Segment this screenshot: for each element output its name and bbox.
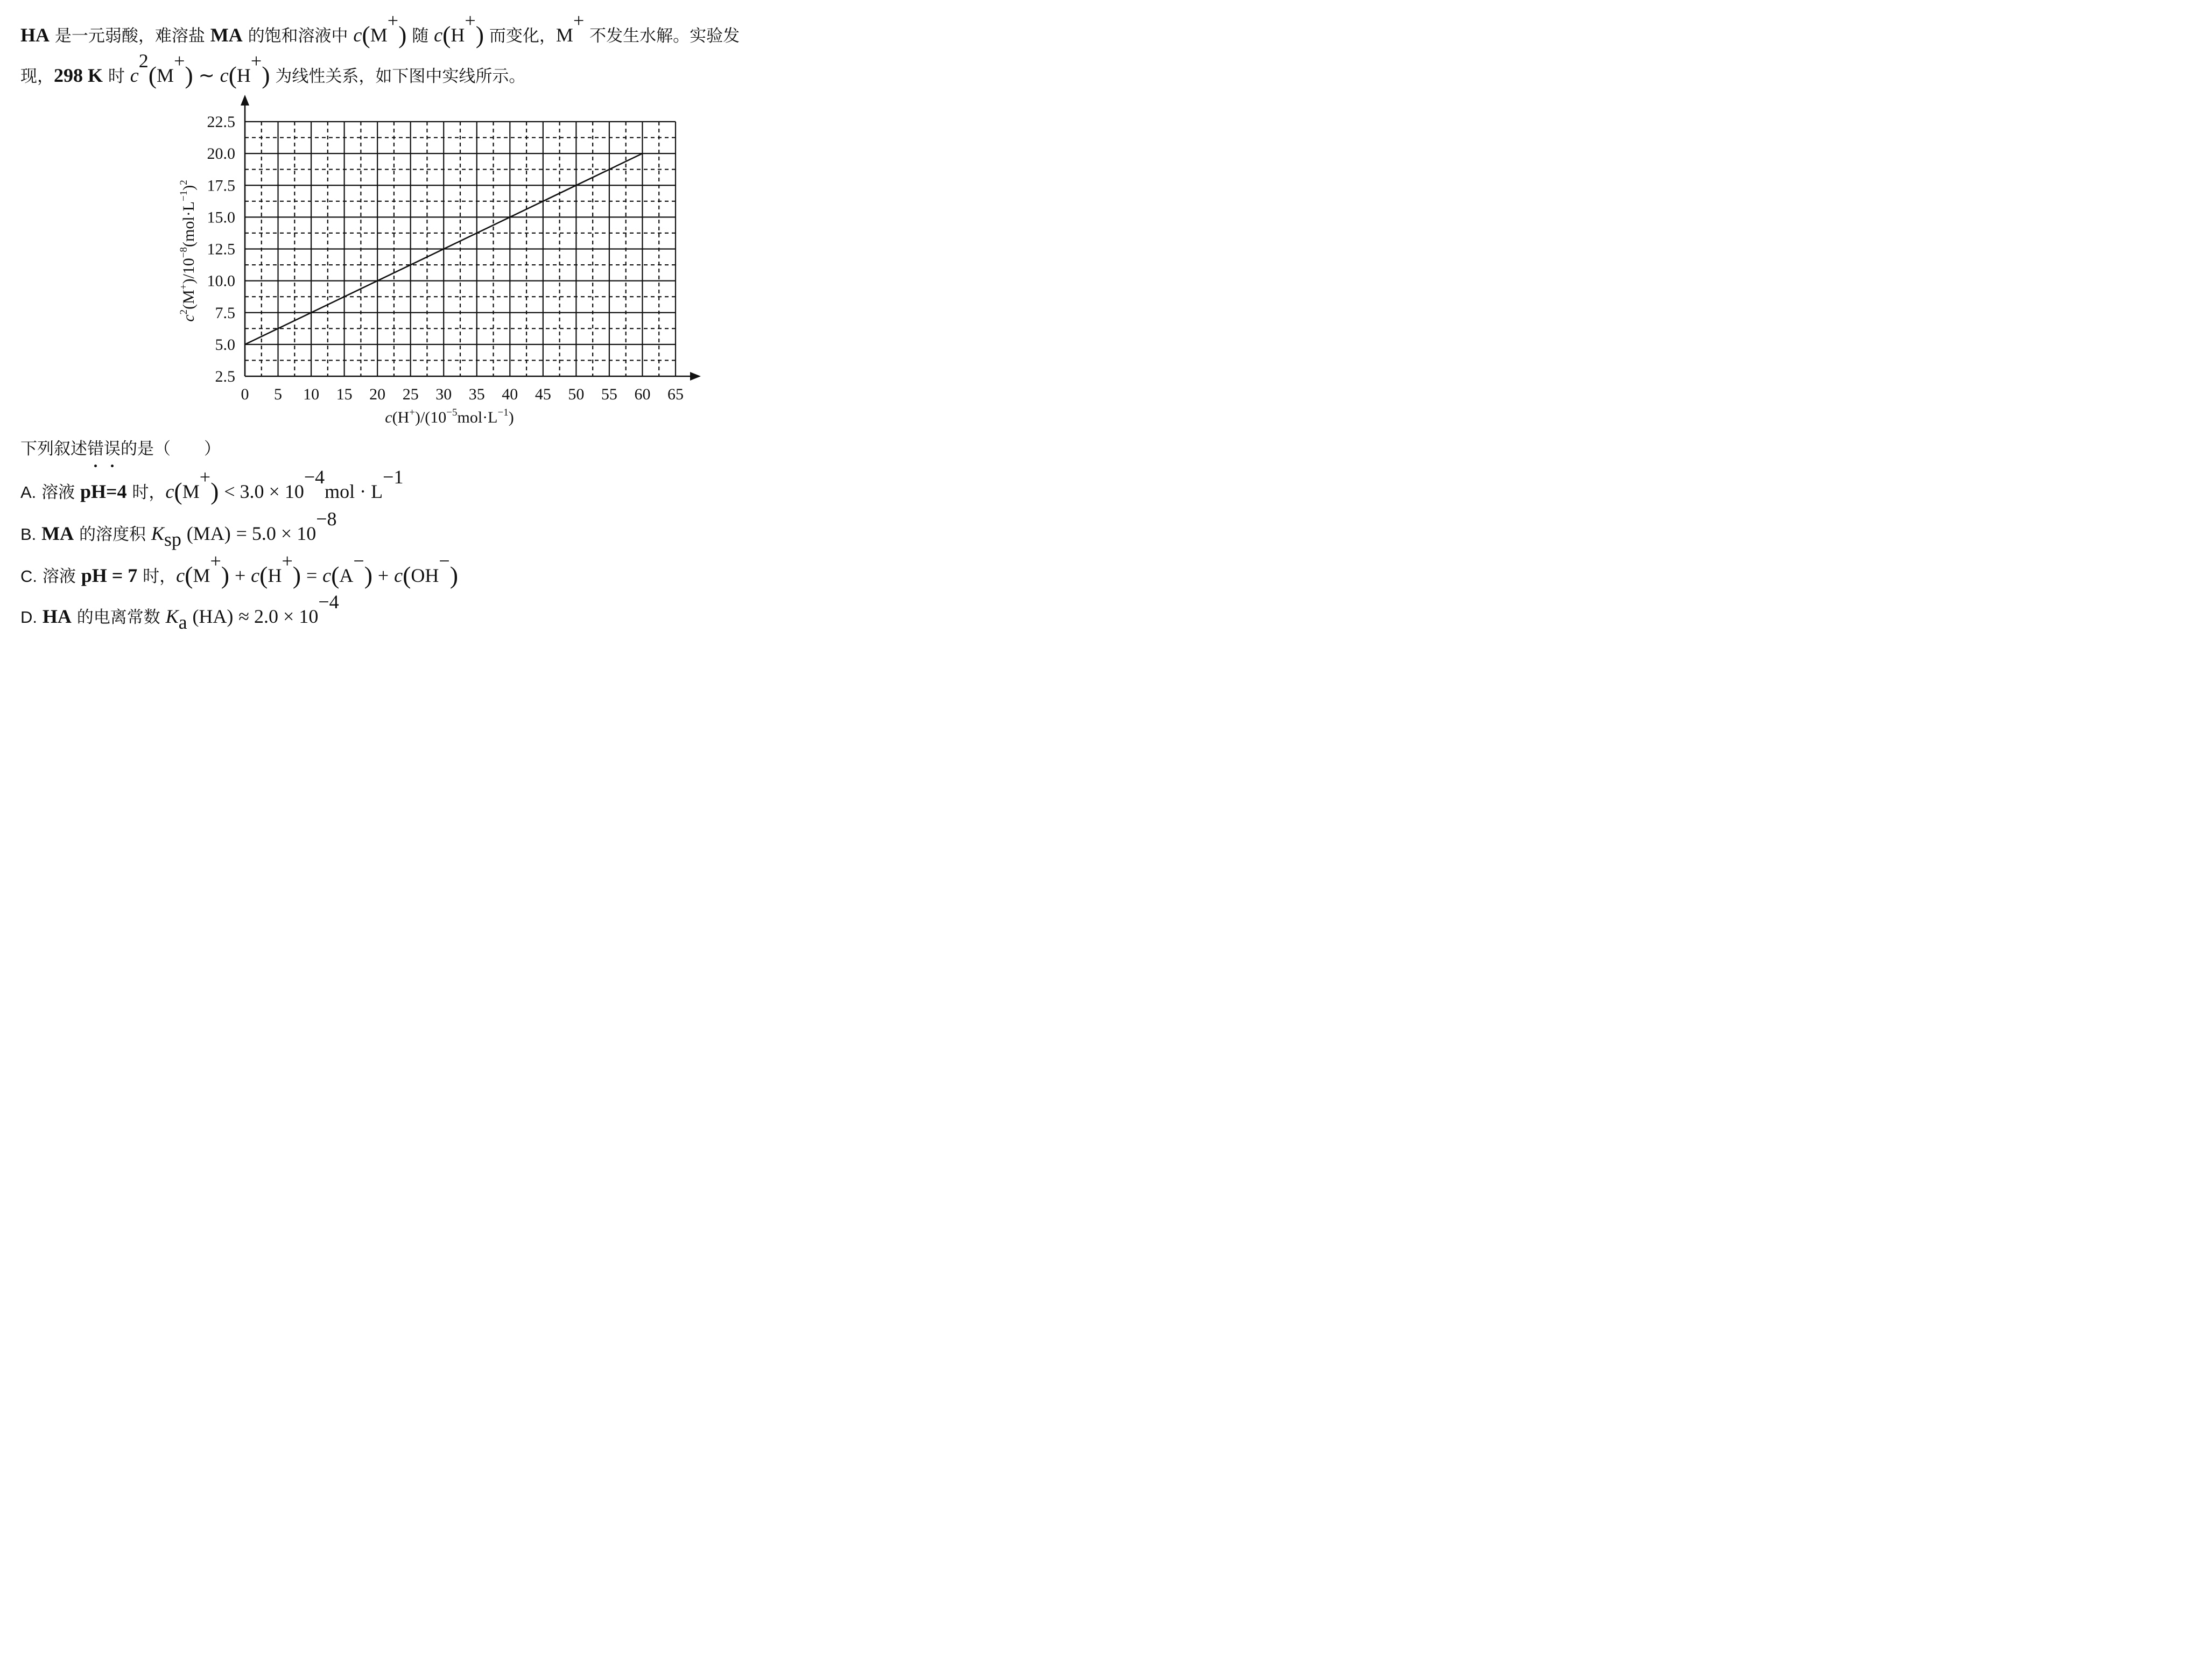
salt-ma: MA: [210, 24, 243, 46]
x-tick-label: 45: [535, 385, 551, 403]
option-text: 溶液: [41, 483, 75, 502]
ion-m: M: [182, 481, 200, 502]
k-symbol: K: [151, 523, 164, 544]
y-axis-label-c: c: [180, 314, 198, 322]
y-tick-label: 22.5: [207, 113, 235, 131]
charge: −: [353, 550, 364, 572]
x-axis-label-c: c: [385, 409, 392, 426]
charge: +: [387, 10, 399, 31]
x-axis-label-sup: −1: [497, 407, 509, 418]
x-tick-label: 65: [667, 385, 684, 403]
y-tick-label: 2.5: [215, 368, 235, 385]
chart: [0, 0, 840, 431]
question-line-2: 现，298 K 时 $c^2(M^+)$ ∼ c(H+) 为线性关系，如下图中实线所示。: [20, 50, 526, 89]
stem-text: 时: [108, 67, 125, 86]
conc-symbol: c: [394, 565, 403, 586]
question-page: [0, 0, 840, 645]
ion-m: M: [157, 65, 174, 86]
option-d[interactable]: [20, 591, 339, 633]
square-exponent: 2: [138, 50, 149, 72]
y-axis-label-text: )/10: [180, 258, 198, 284]
ph-value: pH = 7: [81, 565, 138, 586]
x-tick-label: 10: [303, 385, 320, 403]
conc-symbol: c: [220, 65, 229, 86]
x-tick-label: 0: [241, 385, 249, 403]
question-line-1: HA 是一元弱酸，难溶盐 MA 的饱和溶液中 c(M+) 随 c(H+) 而变化，M+ 不发生水解。实验发: [20, 10, 740, 48]
emphasis-char: 错: [87, 437, 104, 461]
plus-sign: +: [234, 565, 246, 586]
y-axis-label-text: (M: [180, 290, 198, 310]
x-tick-label: 30: [435, 385, 452, 403]
plus-sign: +: [377, 565, 389, 586]
exponent: −4: [304, 466, 325, 488]
option-text: 时，: [143, 567, 177, 586]
y-axis-label-sup: 2: [178, 180, 189, 185]
ion-h: H: [236, 65, 251, 86]
x-axis-label-sup: +: [409, 407, 415, 418]
charge: +: [573, 10, 585, 31]
x-axis-label-text: ): [508, 409, 514, 426]
charge: +: [250, 50, 262, 72]
charge: +: [199, 466, 211, 488]
charge: +: [210, 550, 221, 572]
x-tick-label: 50: [568, 385, 585, 403]
option-label: D.: [20, 608, 37, 627]
y-axis-label-sup: 2: [178, 309, 189, 315]
conc-symbol: c: [176, 565, 185, 586]
exponent: −8: [316, 508, 337, 530]
y-axis-label-text: ): [180, 185, 198, 191]
stem-text: 而变化，: [489, 26, 556, 46]
prompt-text: 的是（ ）: [121, 439, 221, 459]
y-axis-arrow-icon: [241, 95, 249, 106]
y-tick-label: 5.0: [215, 335, 235, 354]
y-tick-label: 17.5: [207, 177, 235, 195]
prompt-text: 下列叙述: [20, 439, 87, 459]
x-axis-label-text: )/(10: [414, 409, 447, 426]
stem-text: 随: [412, 26, 429, 46]
acid-ha: HA: [42, 606, 72, 627]
ion-m: M: [193, 565, 210, 586]
option-math: = 5.0 × 10: [236, 523, 317, 544]
stem-text: 是一元弱酸，难溶盐: [54, 26, 205, 46]
charge: +: [174, 50, 185, 72]
option-math: (MA): [186, 523, 231, 544]
ion-a: A: [339, 565, 354, 586]
y-axis-label-sup: +: [178, 284, 189, 290]
stem-text: 的饱和溶液中: [248, 26, 348, 46]
exponent: −4: [318, 591, 339, 613]
ph-value: pH=4: [80, 481, 127, 502]
y-axis-label-text: (mol·L: [180, 201, 198, 247]
exponent: −1: [383, 466, 404, 488]
x-axis-label-sup: −5: [446, 407, 458, 418]
option-label: A.: [20, 483, 37, 502]
option-c[interactable]: C. 溶液 pH = 7 时，c(M+) + c(H+) = c(A−) + c(OH−): [20, 550, 459, 589]
option-label: C.: [20, 567, 37, 586]
x-tick-label: 5: [274, 385, 283, 403]
acid-ha: HA: [20, 24, 50, 46]
option-math: ≈ 2.0 × 10: [238, 606, 319, 627]
salt-ma: MA: [41, 523, 74, 544]
conc-symbol: c: [434, 24, 443, 46]
k-symbol: K: [165, 606, 179, 627]
x-tick-label: 40: [502, 385, 518, 403]
y-tick-label: 7.5: [215, 304, 235, 322]
k-subscript: a: [178, 611, 187, 633]
option-text: 溶液: [42, 567, 76, 586]
x-tick-label: 60: [634, 385, 651, 403]
conc-symbol: c: [322, 565, 332, 586]
x-axis-label-text: mol·L: [457, 409, 498, 426]
unit: mol · L: [325, 481, 383, 502]
stem-text: 不发生水解。实验发: [589, 26, 740, 46]
x-axis-arrow-icon: [690, 372, 701, 381]
option-text: 的电离常数: [76, 608, 160, 627]
temperature: 298 K: [54, 65, 103, 86]
option-text: 时，: [132, 483, 166, 502]
stem-text: 为线性关系，如下图中实线所示。: [275, 67, 526, 86]
y-tick-label: 20.0: [207, 145, 235, 163]
ion-m: M: [555, 24, 573, 46]
charge: +: [465, 10, 476, 31]
ion-h: H: [268, 565, 282, 586]
ion-oh: OH: [411, 565, 439, 586]
emphasis-char: 误: [104, 437, 121, 461]
charge: −: [439, 550, 450, 572]
option-a[interactable]: A. 溶液 pH=4 时，$c(M^+) < 3.0 \times 10^{-4}mol \cdot L^{-1}$: [20, 466, 404, 505]
option-math: < 3.0 × 10: [224, 481, 304, 502]
stem-text: 现，: [20, 67, 54, 86]
x-axis-label-text: (H: [392, 409, 410, 426]
option-label: B.: [20, 525, 37, 544]
x-tick-label: 35: [468, 385, 485, 403]
equals-sign: =: [306, 565, 318, 586]
conc-symbol: c: [353, 24, 362, 46]
x-tick-label: 15: [336, 385, 353, 403]
x-tick-label: 25: [402, 385, 419, 403]
y-axis-label-sup: −1: [178, 190, 189, 201]
y-tick-label: 10.0: [207, 272, 235, 290]
option-text: 的溶度积: [79, 525, 146, 544]
option-math: (HA): [192, 606, 234, 627]
ion-h: H: [451, 24, 465, 46]
x-tick-label: 55: [601, 385, 617, 403]
tilde-symbol: ∼: [198, 65, 215, 86]
k-subscript: sp: [164, 528, 181, 550]
ion-m: M: [370, 24, 388, 46]
x-axis-label: [385, 407, 514, 426]
conc-symbol: c: [251, 565, 260, 586]
y-tick-label: 12.5: [207, 240, 235, 258]
y-axis-label: [178, 180, 198, 321]
x-tick-label: 20: [369, 385, 386, 403]
charge: +: [282, 550, 293, 572]
conc-symbol: c: [165, 481, 174, 502]
conc-symbol: c: [130, 65, 139, 86]
question-prompt: [20, 437, 221, 461]
y-tick-label: 15.0: [207, 208, 235, 227]
option-b[interactable]: [20, 508, 337, 550]
y-axis-label-sup: −8: [178, 247, 189, 258]
